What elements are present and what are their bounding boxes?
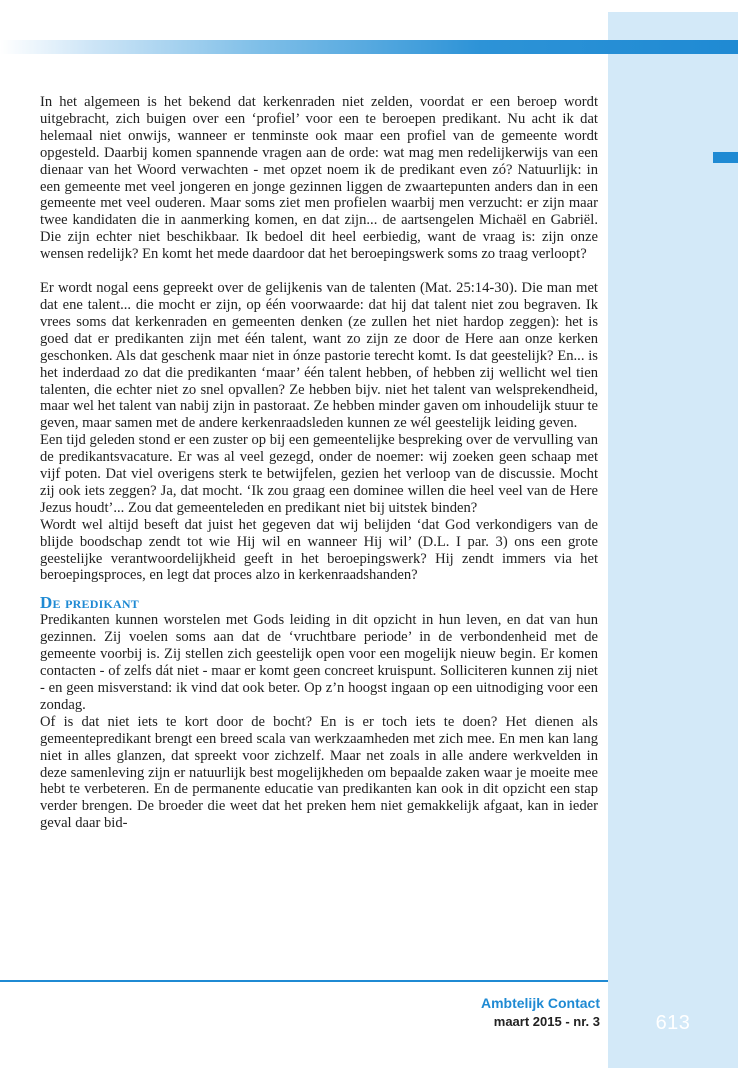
sidebar-marker	[713, 152, 738, 163]
paragraph-sister: Een tijd geleden stond er een zuster op bij een gemeentelijke bespreking over de vervulling van de predikantsvacature. Er was al veel gezegd, onder de noemer: wij zoeken geen schaap met vijf poten. Dat viel overigens sterk te betwijfelen, gezien het verloop van de discussie. Mocht zij ook iets zeggen? Ja, dat mocht. ‘Ik zou graag een dominee willen die heel veel van de Here Jezus houdt’... Zou dat gemeenteleden en predikant niet bij uitstek binden?	[40, 432, 598, 516]
section-heading: De predikant	[40, 593, 139, 613]
footer-issue: maart 2015 - nr. 3	[493, 1014, 600, 1029]
header-gradient-bar	[0, 40, 738, 54]
page-number: 613	[655, 1012, 691, 1034]
paragraph-ministers: Predikanten kunnen worstelen met Gods leiding in dit opzicht in hun leven, en dat van hun gezinnen. Zij voelen soms aan dat de ‘vruchtbare periode’ in de verbondenheid met de gemeente voorbij is. Zij stellen zich geestelijk open voor een mogelijk nieuw begin. Er komen contacten - of zelfs dát niet - maar er komt geen concreet kruispunt. Solliciteren kunnen zij niet - en geen misverstand: ik vind dat ook beter. Op z’n hoogst ingaan op een uitnodiging voor een zondag.	[40, 612, 598, 713]
page-sidebar	[608, 12, 738, 1068]
paragraph-profile: In het algemeen is het bekend dat kerkenraden niet zelden, voordat er een beroep wordt uitgebracht, zich buigen over een ‘profiel’ voor een te beroepen predikant. Nu acht ik dat helemaal niet onwijs, wanneer er tenminste ook maar een profiel van de gemeente wordt opgesteld. Daarbij komen spannende vragen aan de orde: wat mag men redelijkerwijs van een dienaar van het Woord verwachten - met opzet noem ik de predikant even zó? Natuurlijk: in een gemeente met veel jongeren en jonge gezinnen liggen de zwaartepunten anders dan in een gemeente met veel ouderen. Maar soms ziet men profielen waarbij men verzucht: er zijn maar twee kandidaten die in aanmerking komen, en dat zijn... de aartsengelen Michaël en Gabriël. Die zijn echter niet beschikbaar. Ik bedoel dit heel eerbiedig, want de vraag is: zijn onze wensen redelijk? En komt het mede daardoor dat het beroepingswerk soms zo traag verloopt?	[40, 94, 598, 263]
paragraph-education: Of is dat niet iets te kort door de bocht? En is er toch iets te doen? Het dienen als gemeentepredikant brengt een breed scala van werkzaamheden met zich mee. En men kan lang niet in alles glanzen, dat spreekt voor zichzelf. Maar net zoals in alle andere werkvelden in deze samenleving zijn er natuurlijk best mogelijkheden om bepaalde zaken waar je moeite mee hebt te verbeteren. En de permanente educatie van predikanten kan ook in dit opzicht een stap verder brengen. De broeder die weet dat het preken hem niet gemakkelijk afgaat, kan in ieder geval daar bid-	[40, 713, 598, 832]
footer-magazine-title: Ambtelijk Contact	[480, 995, 600, 1011]
article-body	[40, 94, 598, 832]
paragraph-confession: Wordt wel altijd beseft dat juist het gegeven dat wij belijden ‘dat God verkondigers van de blijde boodschap zendt tot wie Hij wil en wanneer Hij wil’ (D.L. I par. 3) ons een grote geestelijke verantwoordelijkheid geeft in het beroepingswerk? Hij zendt immers via het beroepingsproces, en legt dat proces alzo in kerkenraadshanden?	[40, 516, 598, 584]
paragraph-talents: Er wordt nogal eens gepreekt over de gelijkenis van de talenten (Mat. 25:14-30). Die man met dat ene talent... die mocht er zijn, op één voorwaarde: dat hij dat talent niet zou begraven. Ik vrees soms dat kerkenraden en gemeenten denken (ze zullen het niet hardop zeggen): het is goed dat er predikanten zijn met één talent, want zo zijn ze door de Here aan onze kerken geschonken. Als dat geschenk maar niet in ónze pastorie terecht komt. Is dat geestelijk? En... is het inderdaad zo dat die predikanten ‘maar’ één talent hebben, of hebben zij wellicht wel tien talenten, die echter niet zo snel opvallen? Ze hebben bijv. niet het talent van welsprekendheid, maar wel het talent van nabij zijn in pastoraat. Ze hebben minder gaven om inhoudelijk stuur te geven, maar samen met de andere kerkenraadsleden kunnen ze wél geestelijk leiding geven.	[40, 280, 598, 432]
footer-rule	[0, 980, 608, 982]
